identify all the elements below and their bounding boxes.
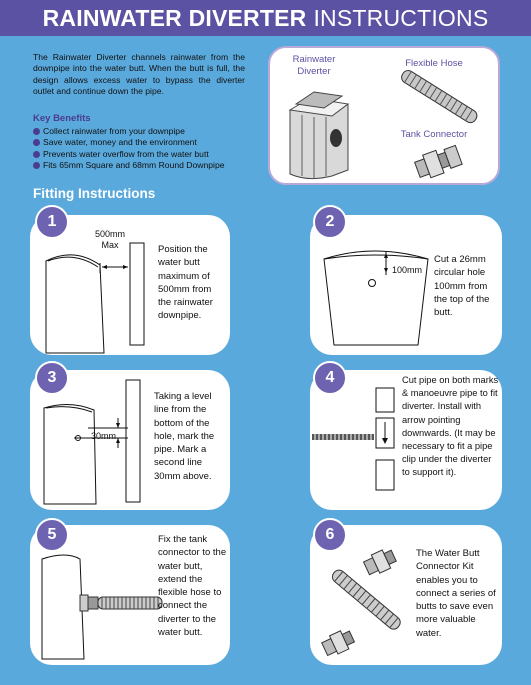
step-badge-3: 3 [35, 361, 69, 395]
key-benefits-list [33, 126, 225, 171]
step-3-measure-label: 30mm [91, 431, 117, 441]
diverter-label: Rainwater Diverter [292, 54, 336, 77]
step-1-text: Position the water butt maximum of 500mm from the rainwater downpipe. [158, 244, 213, 322]
list-item: Collect rainwater from your downpipe [33, 126, 225, 137]
hose-label: Flexible Hose [405, 58, 463, 69]
step-1-diagram [44, 243, 164, 353]
step-badge-5: 5 [35, 518, 69, 552]
hose-illustration [394, 72, 484, 122]
tank-connector-illustration [414, 142, 464, 182]
step-1-measure-label: 500mm Max [94, 229, 125, 250]
step-2-text: Cut a 26mm circular hole 100mm from the top of the butt. [434, 254, 490, 319]
list-item: Prevents water overflow from the water butt [33, 149, 225, 160]
bullet-icon [33, 151, 40, 158]
step-3-diagram [42, 380, 162, 505]
step-6-text: The Water Butt Connector Kit enables you to connect a series of butts to save even more valuable water. [416, 548, 496, 639]
step-4-text: Cut pipe on both marks & manoeuvre pipe to fit diverter. Install with arrow pointing downwards. (It may be necessary to fit a pipe clip under the diverter to support it). [402, 375, 499, 478]
step-badge-4: 4 [313, 361, 347, 395]
intro-paragraph: The Rainwater Diverter channels rainwater from the downpipe into the water butt. When the butt is full, the design allows excess water to bypass the diverter outlet and continue down the pipe. [33, 52, 245, 96]
bullet-icon [33, 139, 40, 146]
list-item: Save water, money and the environment [33, 137, 225, 148]
bullet-icon [33, 128, 40, 135]
step-3-text: Taking a level line from the bottom of the hole, mark the pipe. Mark a second line 30mm above. [154, 391, 215, 482]
connector-label: Tank Connector [400, 129, 468, 140]
step-5-text: Fix the tank connector to the water butt, extend the flexible hose to connect the diverter to the water butt. [158, 534, 227, 639]
diverter-illustration [282, 82, 362, 182]
step-2-diagram [322, 241, 432, 351]
bullet-icon [33, 162, 40, 169]
page-header [0, 0, 531, 36]
key-benefits-title: Key Benefits [33, 113, 91, 124]
step-4-diagram [312, 378, 402, 503]
fitting-instructions-title: Fitting Instructions [33, 186, 156, 201]
parts-panel [268, 46, 500, 185]
step-badge-1: 1 [35, 205, 69, 239]
title-bold: RAINWATER DIVERTER [42, 4, 307, 31]
step-badge-6: 6 [313, 518, 347, 552]
title-light: INSTRUCTIONS [313, 4, 489, 31]
step-5-diagram [40, 551, 170, 661]
step-2-measure-label: 100mm [392, 265, 423, 275]
step-6-diagram [316, 545, 416, 665]
step-badge-2: 2 [313, 205, 347, 239]
list-item: Fits 65mm Square and 68mm Round Downpipe [33, 160, 225, 171]
